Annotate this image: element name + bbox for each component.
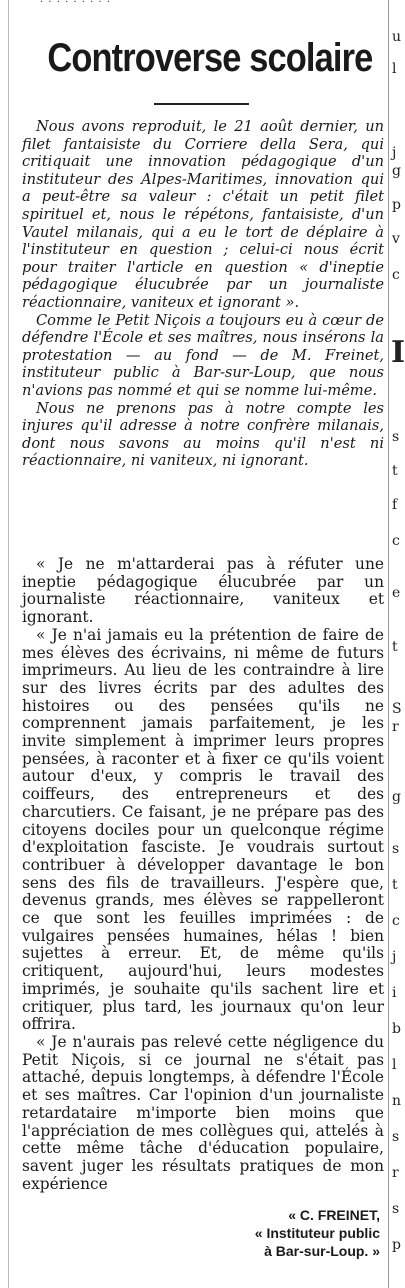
- adjacent-fragment: g: [392, 163, 401, 179]
- adjacent-fragment: f: [392, 497, 398, 513]
- adjacent-fragment: S: [392, 701, 402, 717]
- adjacent-fragment: s: [392, 841, 400, 857]
- adjacent-fragment: s: [392, 1201, 400, 1217]
- adjacent-fragment: s: [392, 1129, 400, 1145]
- column-divider-left: [8, 0, 9, 1288]
- adjacent-fragment: i: [392, 985, 397, 1001]
- title-rule: [154, 103, 249, 105]
- adjacent-fragment: j: [392, 145, 397, 161]
- adjacent-fragment: I: [391, 335, 405, 370]
- adjacent-fragment: e: [392, 585, 401, 601]
- adjacent-fragment: r: [392, 719, 399, 735]
- letter-paragraph: « Je n'aurais pas relevé cette négligence du Petit Niçois, si ce journal ne s'était pas attaché, depuis longtemps, à défendre l'École et ses maîtres. Car l'opinion d'un journaliste retardataire m'importe bien moins que l'appréciation de mes collègues qui, attelés à cette même tâche d'éducation populaire, savent juger les résultats pratiques de mon expérience: [22, 1032, 384, 1193]
- adjacent-fragment: t: [392, 463, 398, 479]
- adjacent-fragment: c: [392, 913, 400, 929]
- column-divider-right: [388, 0, 389, 1288]
- adjacent-fragment: t: [392, 877, 398, 893]
- adjacent-fragment: n: [392, 1093, 402, 1109]
- adjacent-fragment: j: [392, 949, 397, 965]
- adjacent-fragment: p: [392, 197, 401, 213]
- signature-role: « Instituteur public: [254, 1225, 380, 1241]
- adjacent-fragment: c: [392, 267, 400, 283]
- editor-note-paragraph: Nous ne prenons pas à notre compte les injures qu'il adresse à notre confrère milanais, dont nous savons au moins qu'il n'est ni réactionnaire, ni vaniteux, ni ignorant.: [22, 399, 384, 470]
- editor-note-paragraph: Comme le Petit Niçois a toujours eu à cœur de défendre l'École et ses maîtres, nous insérons la protestation — au fond — de M. Freinet, instituteur public à Bar-sur-Loup, que nous n'avions pas nommé et qui se nomme lui-même.: [22, 311, 384, 399]
- adjacent-fragment: r: [392, 1165, 399, 1181]
- letter-paragraph: « Je ne m'attarderai pas à réfuter une ineptie pédagogique élucubrée par un journaliste réactionnaire, vaniteux et ignorant.: [22, 555, 384, 627]
- previous-article-fragment: · · · · · · · · ·: [40, 0, 112, 8]
- article-column: [22, 0, 384, 1288]
- adjacent-column-strip: [391, 0, 405, 1288]
- letter-paragraph: « Je n'ai jamais eu la prétention de faire de mes élèves des écrivains, ni même de futurs imprimeurs. Au lieu de les contraindre à lire sur des livres écrits par des adultes des histoires ou des pensées qu'ils ne comprennent jamais parfaitement, je les invite simplement à imprimer leurs propres pensées, à raconter et à fixer ce qu'ils voient autour d'eux, y compris le travail des coiffeurs, des entrepreneurs et des charcutiers. Ce faisant, je ne prépare pas des citoyens dociles pour un quelconque régime d'exploitation fasciste. Je voudrais surtout contribuer à développer davantage le bon sens des fils de travailleurs. J'espère que, devenus grands, mes élèves se rappelleront ce que sont les feuilles imprimées : de vulgaires pensées humaines, hélas ! bien sujettes à erreur. Et, de même qu'ils critiquent, aujourd'hui, leurs modestes imprimés, je souhaite qu'ils sachent lire et critiquer, plus tard, les journaux qu'on leur offrira.: [22, 625, 384, 1034]
- editor-note: [22, 118, 384, 470]
- adjacent-fragment: t: [392, 639, 398, 655]
- adjacent-fragment: l: [392, 61, 397, 77]
- letter-body: [22, 556, 384, 1193]
- signature-name: « C. FREINET,: [288, 1207, 380, 1223]
- editor-note-paragraph: Nous avons reproduit, le 21 août dernier, un filet fantaisiste du Corriere della Sera, qui critiquait une innovation pédagogique d'un instituteur des Alpes-Maritimes, innovation qui a peut-être sa valeur : c'était un petit filet spirituel et, nous le répétons, fantaisiste, d'un Vautel milanais, qui a eu le tort de déplaire à l'instituteur en question ; celui-ci nous écrit pour traiter l'article en question « d'ineptie pédagogique élucubrée par un journaliste réactionnaire, vaniteux et ignorant ».: [22, 118, 384, 311]
- signature: [255, 1206, 380, 1260]
- adjacent-fragment: b: [392, 1021, 401, 1037]
- signature-place: à Bar-sur-Loup. »: [264, 1243, 380, 1259]
- adjacent-fragment: v: [392, 231, 400, 247]
- article-title: Controverse scolaire: [47, 36, 373, 80]
- adjacent-fragment: l: [392, 1057, 397, 1073]
- adjacent-fragment: p: [392, 1237, 401, 1253]
- adjacent-fragment: s: [392, 429, 400, 445]
- adjacent-fragment: g: [392, 789, 401, 805]
- adjacent-fragment: c: [392, 533, 400, 549]
- adjacent-fragment: u: [392, 29, 402, 45]
